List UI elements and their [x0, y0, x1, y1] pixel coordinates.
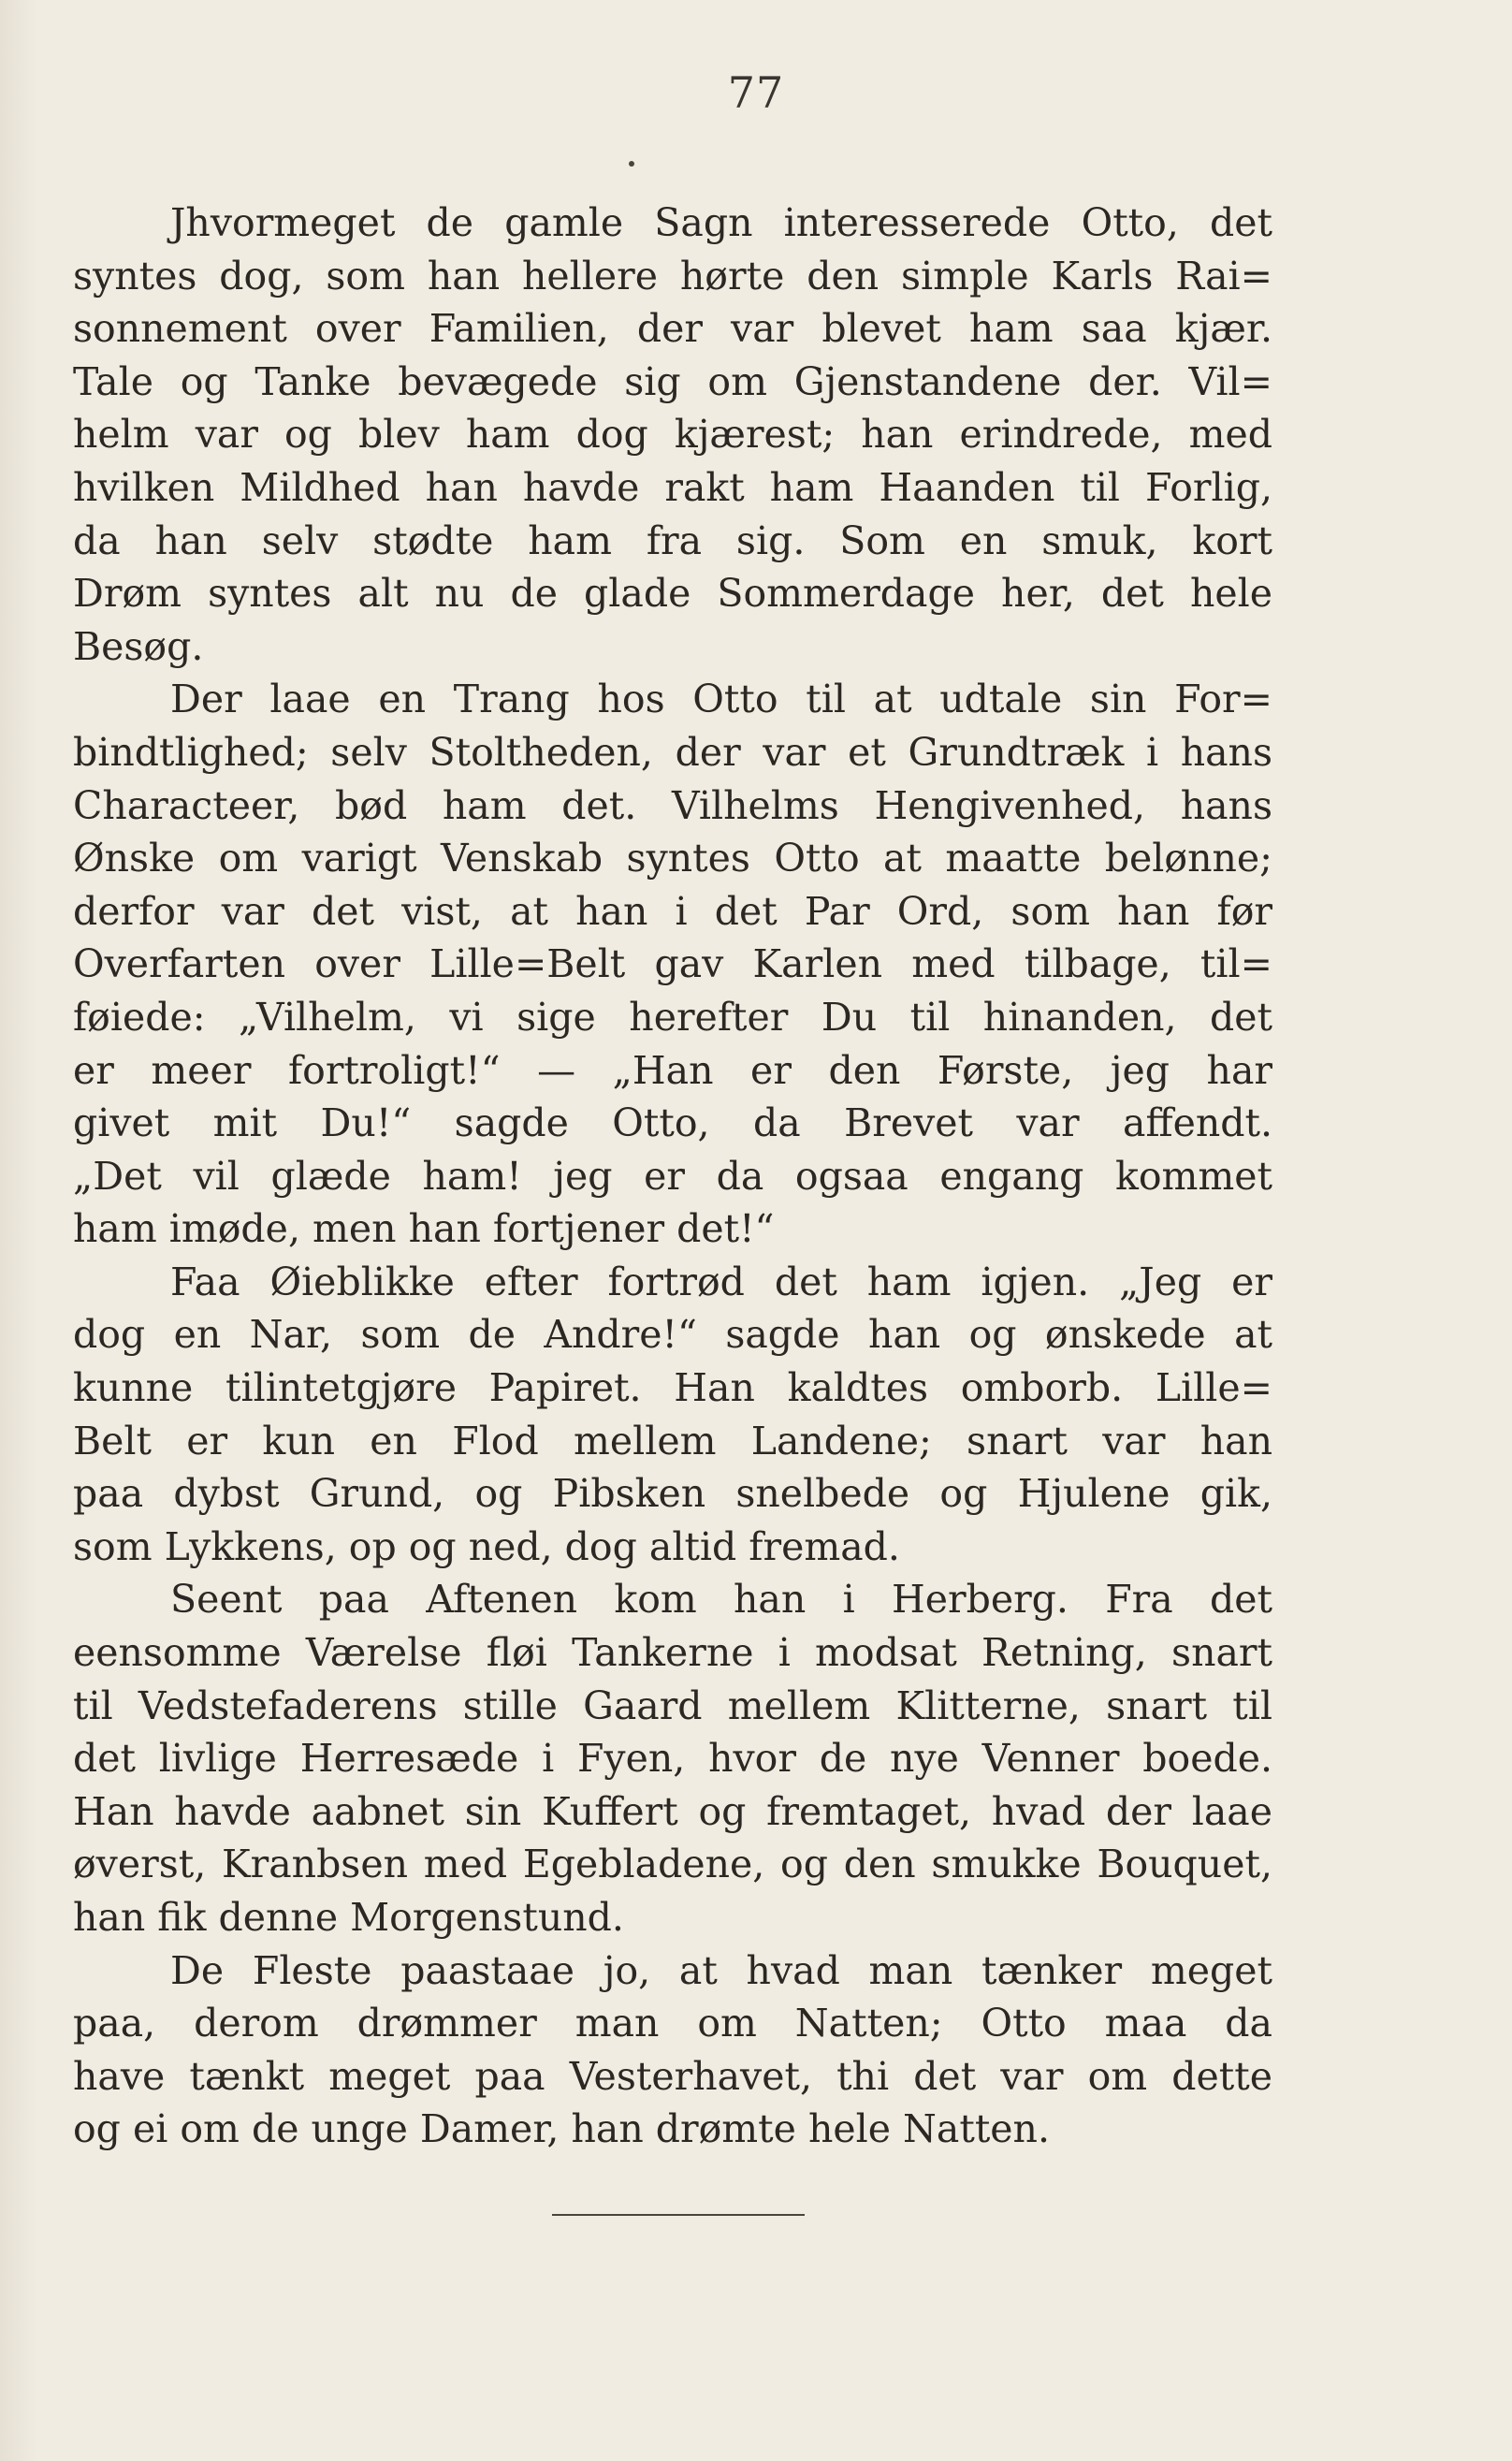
text-line: helm var og blev ham dog kjærest; han erindrede, med	[73, 412, 1272, 458]
text-line: som Lykkens, op og ned, dog altid fremad.	[73, 1523, 900, 1569]
body-text	[73, 197, 1272, 2156]
text-line: Faa Øieblikke efter fortrød det ham igjen. „Jeg er	[170, 1259, 1272, 1304]
text-line: Overfarten over Lille=Belt gav Karlen med tilbage, til=	[73, 941, 1272, 987]
text-line: og ei om de unge Damer, han drømte hele Natten.	[73, 2106, 1050, 2152]
text-line: derfor var det vist, at han i det Par Ord, som han før	[73, 888, 1272, 934]
text-line: kunne tilintetgjøre Papiret. Han kaldtes omborb. Lille=	[73, 1365, 1272, 1411]
text-line: Der laae en Trang hos Otto til at udtale sin For=	[170, 677, 1272, 722]
text-line: da han selv stødte ham fra sig. Som en smuk, kort	[73, 517, 1272, 563]
text-line: øverst, Kranbsen med Egebladene, og den smukke Bouquet,	[73, 1842, 1272, 1887]
text-line: Ønske om varigt Venskab syntes Otto at maatte belønne;	[73, 836, 1272, 881]
text-line: paa dybst Grund, og Pibsken snelbede og Hjulene gik,	[73, 1471, 1272, 1517]
text-line: have tænkt meget paa Vesterhavet, thi det var om dette	[73, 2053, 1272, 2099]
text-line: bindtlighed; selv Stoltheden, der var et Grundtræk i hans	[73, 729, 1272, 775]
text-line: Drøm syntes alt nu de glade Sommerdage her, det hele	[73, 571, 1272, 617]
text-line: paa, derom drømmer man om Natten; Otto maa da	[73, 2001, 1272, 2046]
text-line: givet mit Du!“ sagde Otto, da Brevet var affendt.	[73, 1100, 1272, 1146]
text-line: Seent paa Aftenen kom han i Herberg. Fra det	[170, 1577, 1272, 1623]
text-line: eensomme Værelse fløi Tankerne i modsat Retning, snart	[73, 1630, 1272, 1676]
text-line: syntes dog, som han hellere hørte den simple Karls Rai=	[73, 253, 1272, 299]
text-line: til Vedstefaderens stille Gaard mellem Klitterne, snart til	[73, 1682, 1272, 1728]
text-line: Belt er kun en Flod mellem Landene; snart var han	[73, 1418, 1272, 1463]
text-line: ham imøde, men han fortjener det!“	[73, 1206, 775, 1252]
text-line: han fik denne Morgenstund.	[73, 1895, 624, 1940]
text-line: sonnement over Familien, der var blevet ham saa kjær.	[73, 306, 1272, 352]
text-line: Tale og Tanke bevægede sig om Gjenstandene der. Vil=	[73, 358, 1272, 404]
end-rule	[552, 2214, 805, 2216]
page-number: 77	[727, 67, 785, 118]
text-line: Jhvormeget de gamle Sagn interesserede Otto, det	[170, 200, 1272, 245]
text-line: dog en Nar, som de Andre!“ sagde han og ønskede at	[73, 1312, 1272, 1358]
text-line: „Det vil glæde ham! jeg er da ogsaa engang kommet	[73, 1153, 1272, 1199]
text-line: det livlige Herresæde i Fyen, hvor de nye Venner boede.	[73, 1736, 1272, 1782]
text-line: er meer fortroligt!“ — „Han er den Første, jeg har	[73, 1047, 1272, 1093]
text-line: Han havde aabnet sin Kuffert og fremtaget, hvad der laae	[73, 1788, 1272, 1834]
printer-dot	[629, 161, 634, 167]
text-line: Characteer, bød ham det. Vilhelms Hengivenhed, hans	[73, 782, 1272, 828]
text-line: føiede: „Vilhelm, vi sige herefter Du til hinanden, det	[73, 994, 1272, 1040]
text-line: hvilken Mildhed han havde rakt ham Haanden til Forlig,	[73, 464, 1272, 510]
text-line: Besøg.	[73, 623, 204, 669]
text-line: De Fleste paastaae jo, at hvad man tænker meget	[170, 1947, 1272, 1993]
